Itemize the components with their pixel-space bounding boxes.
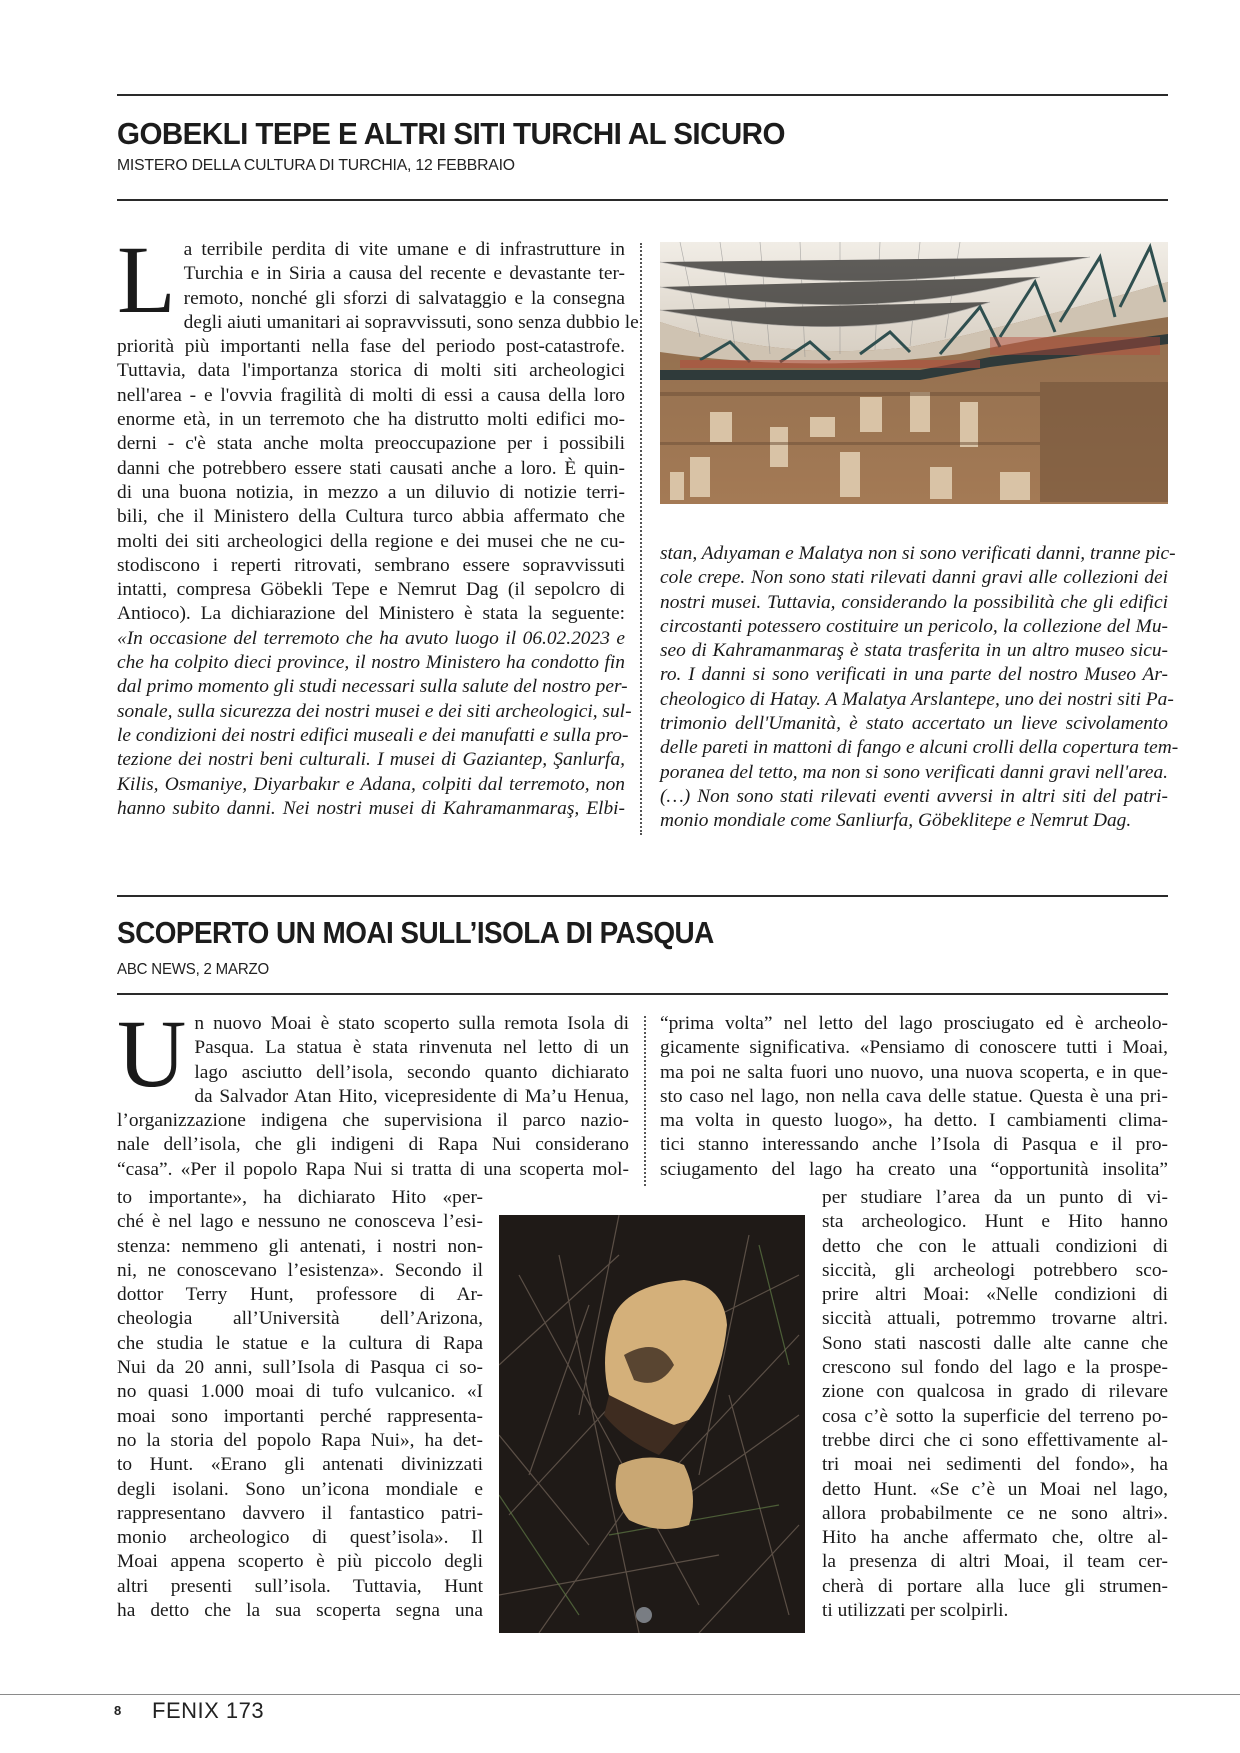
text-line: moai sono importanti perché rappresenta- (117, 1405, 483, 1427)
text-line: intatti, compresa Göbekli Tepe e Nemrut Dag (il sepolcro di (117, 579, 625, 601)
text-line: sta archeologico. Hunt e Hito hanno (822, 1211, 1168, 1233)
text-line: monio archeologico di quest’isola». Il (117, 1527, 483, 1549)
text-line: nell'area - e l'ovvia fragilità di molti di essi a causa della loro (117, 384, 625, 406)
text-line: hanno subito danni. Nei nostri musei di Kahramanmaraş, Elbi- (117, 797, 625, 819)
text-line: cheologia all’Università dell’Arizona, (117, 1308, 483, 1330)
text-line: nale dell’isola, che gli indigeni di Rapa Nui considerano (117, 1134, 629, 1156)
text-line: stenza: nemmeno gli antenati, i nostri non- (117, 1235, 483, 1257)
text-line: sciugamento del lago ha creato una “opportunità insolita” (660, 1158, 1168, 1180)
article-1-body-text (117, 226, 639, 627)
text-line: per studiare l’area da un punto di vi- (822, 1187, 1168, 1208)
text-line: monio mondiale come Sanliurfa, Göbeklitepe e Nemrut Dag. (660, 810, 1132, 832)
article-1-header-rule (117, 199, 1168, 201)
text-line: (…) Non sono stati rilevati eventi avversi in altri siti del patri- (660, 785, 1168, 807)
article-2-top-rule (117, 895, 1168, 897)
article-1-source: MISTERO DELLA CULTURA DI TURCHIA, 12 FEBBRAIO (117, 157, 515, 174)
text-line: no la storia del popolo Rapa Nui», ha det- (117, 1429, 483, 1451)
text-line: Nui da 20 anni, sull’Isola di Pasqua ci so- (117, 1357, 483, 1379)
text-line: to importante», ha dichiarato Hito «per- (117, 1187, 483, 1208)
text-line: ha detto che la sua scoperta segna una (117, 1600, 483, 1622)
article-2-headline: SCOPERTO UN MOAI SULL’ISOLA DI PASQUA (117, 915, 714, 950)
text-line: tici stanno interessando anche l’Isola di Pasqua e il pro- (660, 1134, 1168, 1156)
text-line: detto Hunt. «Se c’è un Moai nel lago, (822, 1478, 1168, 1500)
article-1-quote-text (117, 627, 632, 821)
gobekli-tepe-image-icon (660, 242, 1168, 504)
text-line: a terribile perdita di vite umane e di infrastrutture in (183, 239, 625, 260)
text-line: di una buona notizia, in mezzo a un diluvio di notizie terri- (117, 481, 625, 503)
text-line: cosa c’è sotto la superficie del terreno po- (822, 1405, 1168, 1427)
text-line: poranea del tetto, ma non si sono verificati danni gravi nell'area. (660, 761, 1168, 783)
text-line: ma volta in questo luogo», ha detto. I cambiamenti clima- (660, 1110, 1168, 1132)
column-separator (644, 1016, 646, 1186)
text-line: nostri musei. Tuttavia, considerando la possibilità che gli edifici (660, 591, 1168, 613)
text-line: Antioco). La dichiarazione del Ministero è stata la seguente: (117, 603, 625, 625)
text-line: priorità più importanti nella fase del periodo post-catastrofe. (117, 336, 625, 358)
text-line: degli aiuti umanitari ai sopravvissuti, sono senza dubbio le (183, 311, 639, 333)
text-line: prire altri Moai: «Nelle condizioni di (822, 1284, 1168, 1306)
article-2-header-rule (117, 993, 1168, 995)
text-line: circostanti potessero costituire un pericolo, la collezione del Mu- (660, 615, 1168, 637)
article-1-headline: GOBEKLI TEPE E ALTRI SITI TURCHI AL SICURO (117, 116, 785, 151)
text-line: gicamente significativa. «Pensiamo di conoscere tutti i Moai, (660, 1037, 1168, 1059)
text-line: ma poi ne salta fuori uno nuovo, una nuova scoperta, e in que- (660, 1061, 1168, 1083)
text-line: ni, ne conoscevano l’esistenza». Secondo il (117, 1259, 483, 1281)
text-line: delle pareti in mattoni di fango e alcuni crolli della copertura tem- (660, 737, 1179, 759)
page-number: 8 (114, 1703, 122, 1718)
article-1-left-column (117, 226, 639, 821)
text-line: trebbe dirci che ci sono effettivamente al- (822, 1429, 1168, 1451)
text-line: altri presenti sull’isola. Tuttavia, Hunt (117, 1575, 483, 1597)
text-line: l’organizzazione indigena che supervisiona il parco nazio- (117, 1110, 629, 1132)
text-line: molti dei siti archeologici della regione e dei musei che ne cu- (117, 530, 625, 552)
text-line: da Salvador Atan Hito, vicepresidente di Ma’u Henua, (194, 1085, 629, 1107)
footer-rule (0, 1694, 1240, 1695)
text-line: ti utilizzati per scolpirli. (822, 1600, 1009, 1622)
article-2-body-left (117, 1186, 483, 1623)
text-line: “casa”. «Per il popolo Rapa Nui si tratta di una scoperta mol- (117, 1158, 629, 1180)
text-line: “prima volta” nel letto del lago prosciugato ed è archeolo- (660, 1013, 1168, 1034)
article-2-body-right-intro (660, 1012, 1168, 1182)
article-2-right-narrow (822, 1186, 1168, 1623)
column-separator (640, 243, 642, 835)
text-line: la presenza di altri Moai, il team cer- (822, 1551, 1168, 1573)
text-line: zione con qualcosa in grado di rilevare (822, 1381, 1168, 1403)
moai-photo (499, 1215, 805, 1633)
article-2-body-right (822, 1186, 1168, 1623)
text-line: dal primo momento gli studi necessari sulla salute del nostro per- (117, 676, 628, 698)
text-line: rappresentano davvero il fantastico patri- (117, 1502, 483, 1524)
text-line: tri moai nei sedimenti del fondo», ha (822, 1454, 1168, 1476)
article-2-body-intro (117, 1000, 629, 1182)
text-line: allora probabilmente ce ne sono altri». (822, 1502, 1168, 1524)
text-line: che studia le statue e la cultura di Rapa (117, 1332, 483, 1354)
article-2-right-top (660, 1012, 1168, 1182)
text-line: stodiscono i reperti ritrovati, sembrano essere sopravvissuti (117, 554, 625, 576)
text-line: Sono stati nascosti dalle alte canne che (822, 1332, 1168, 1354)
text-line: degli isolani. Sono un’icona mondiale e (117, 1478, 483, 1500)
text-line: derni - c'è stata anche molta preoccupazione per i possibili (117, 433, 625, 455)
text-line: siccità attuali, potremmo trovarne altri. (822, 1308, 1168, 1330)
text-line: cherà di portare alla luce gli strumen- (822, 1575, 1168, 1597)
text-line: dottor Terry Hunt, professore di Ar- (117, 1284, 483, 1306)
text-line: remoto, nonché gli sforzi di salvataggio e la consegna (183, 287, 625, 309)
article-1-right-column (660, 542, 1179, 834)
text-line: cole crepe. Non sono stati rilevati danni gravi alle collezioni dei (660, 567, 1168, 589)
text-line: Kilis, Osmaniye, Diyarbakır e Adana, colpiti dal terremoto, non (117, 773, 625, 795)
text-line: trimonio dell'Umanità, è stato accertato un lieve scivolamento (660, 713, 1168, 735)
text-line: Pasqua. La statua è stata rinvenuta nel letto di un (194, 1037, 629, 1059)
text-line: stan, Adıyaman e Malatya non si sono verificati danni, tranne pic- (660, 543, 1176, 564)
text-line: Moai appena scoperto è più piccolo degli (117, 1551, 483, 1573)
text-line: tezione dei nostri beni culturali. I musei di Gaziantep, Şanlurfa, (117, 749, 625, 771)
text-line: to Hunt. «Erano gli antenati divinizzati (117, 1454, 483, 1476)
text-line: seo di Kahramanmaraş è stata trasferita in un altro museo sicu- (660, 640, 1168, 662)
top-rule (117, 94, 1168, 96)
text-line: detto che con le attuali condizioni di (822, 1235, 1168, 1257)
text-line: sto caso nel lago, non nella cava delle statue. Questa è una pri- (660, 1085, 1168, 1107)
text-line: sonale, sulla sicurezza dei nostri musei e dei siti archeologici, sul- (117, 700, 632, 722)
text-line: che ha colpito dieci province, il nostro Ministero ha condotto fin (117, 652, 625, 674)
moai-image-icon (499, 1215, 805, 1633)
text-line: no quasi 1.000 moai di tufo vulcanico. «I (117, 1381, 483, 1403)
dropcap: U (117, 1000, 187, 1107)
text-line: siccità, gli archeologi potrebbero sco- (822, 1259, 1168, 1281)
text-line: ché è nel lago e nessuno ne conosceva l’esi- (117, 1211, 483, 1233)
text-line: Turchia e in Siria a causa del recente e devastante ter- (183, 263, 625, 285)
text-line: Tuttavia, data l'importanza storica di molti siti archeologici (117, 360, 625, 382)
text-line: «In occasione del terremoto che ha avuto luogo il 06.02.2023 e (117, 627, 625, 649)
text-line: bili, che il Ministero della Cultura turco abbia affermato che (117, 506, 625, 528)
text-line: lago asciutto dell’isola, secondo quanto dichiarato (194, 1061, 629, 1083)
article-2-left-narrow (117, 1186, 483, 1623)
article-2-source: ABC NEWS, 2 MARZO (117, 961, 269, 978)
text-line: crescono sul fondo del lago e la prospe- (822, 1357, 1168, 1379)
dropcap: L (117, 226, 176, 333)
text-line: enorme età, in un terremoto che ha distrutto molti edifici mo- (117, 409, 625, 431)
text-line: n nuovo Moai è stato scoperto sulla remota Isola di (194, 1013, 629, 1034)
text-line: cheologico di Hatay. A Malatya Arslantepe, uno dei nostri siti Pa- (660, 688, 1174, 710)
article-1-quote-continued (660, 542, 1179, 834)
gobekli-tepe-photo (660, 242, 1168, 504)
article-2-left-top (117, 1000, 629, 1182)
text-line: danni che potrebbero essere stati causati anche a loro. È quin- (117, 457, 625, 479)
text-line: Hito ha anche affermato che, oltre al- (822, 1527, 1168, 1549)
text-line: le condizioni dei nostri edifici museali e dei manufatti e sulla pro- (117, 724, 629, 746)
text-line: ro. I danni si sono verificati in una parte del nostro Museo Ar- (660, 664, 1168, 686)
magazine-name: FENIX 173 (152, 1698, 265, 1723)
